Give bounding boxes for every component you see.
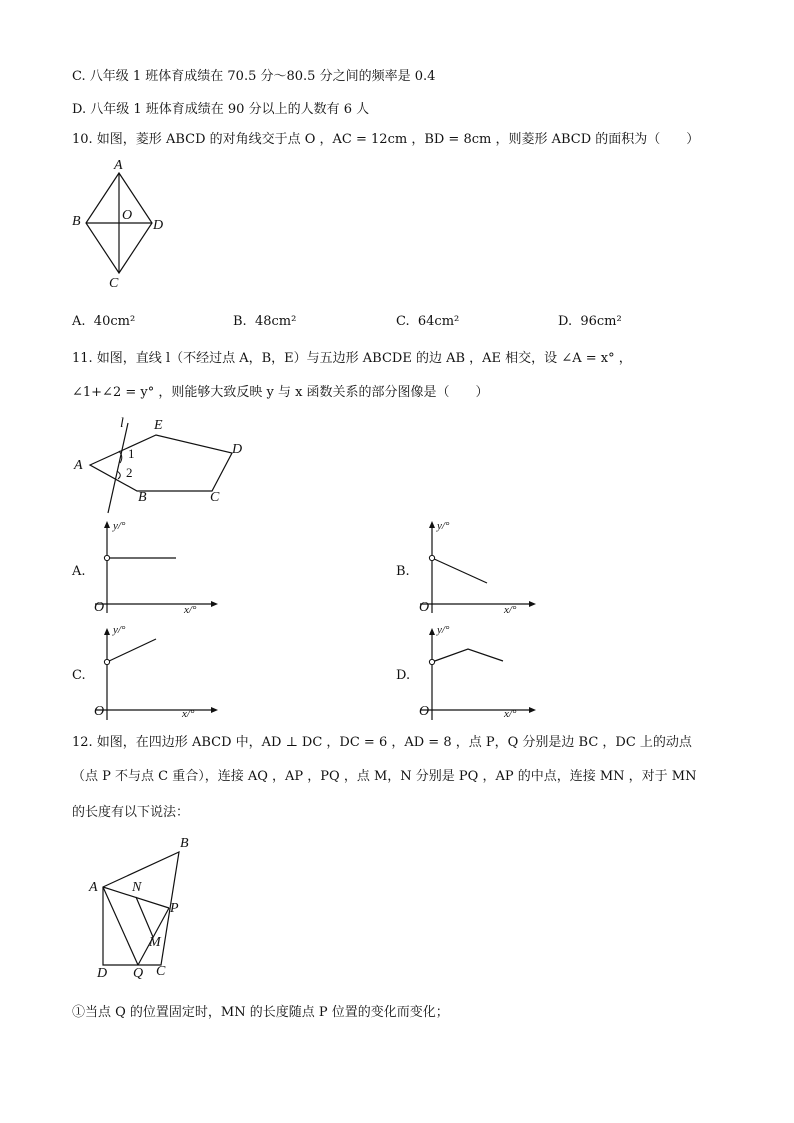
q10-option-a-letter: A.	[72, 314, 86, 329]
q12-stem-line2: （点 P 不与点 C 重合），连接 AQ ，AP ，PQ ，点 M，N 分别是 PQ ，AP 的中点，连接 MN ，对于 MN	[72, 769, 697, 784]
q11-pentagon-figure	[72, 415, 262, 515]
q11-graph-a-ylabel: y/°	[113, 520, 126, 532]
q10-option-d-value: 96cm²	[580, 314, 622, 329]
q11-graph-b-origin: O	[419, 600, 430, 615]
q9-option-c: C. 八年级 1 班体育成绩在 70.5 分～80.5 分之间的频率是 0.4	[72, 69, 436, 84]
q10-label-a: A	[114, 158, 123, 173]
q11-graph-b-letter: B.	[396, 564, 410, 579]
q11-label-e: E	[154, 418, 163, 433]
q10-option-a	[72, 313, 135, 331]
q10-label-o: O	[122, 208, 133, 223]
q11-label-d: D	[232, 442, 243, 457]
q10-option-a-value: 40cm²	[93, 314, 136, 329]
q12-label-c: C	[156, 964, 166, 979]
q10-label-d: D	[153, 218, 164, 233]
q12-statement-1: ①当点 Q 的位置固定时，MN 的长度随点 P 位置的变化而变化；	[72, 1005, 449, 1020]
q11-graph-b-ylabel: y/°	[437, 520, 450, 532]
q12-label-m: M	[149, 935, 161, 950]
q11-graph-a-letter: A.	[72, 564, 86, 579]
q11-graph-c	[90, 622, 220, 722]
q12-stem-line3: 的长度有以下说法：	[72, 805, 190, 820]
q10-option-b	[233, 313, 296, 331]
q11-graph-d-ylabel: y/°	[437, 624, 450, 636]
q11-graph-d-origin: O	[419, 704, 430, 719]
q10-option-c-letter: C.	[396, 314, 410, 329]
q11-graph-d-letter: D.	[396, 668, 411, 683]
q11-stem-line2: ∠1+∠2 = y° ，则能够大致反映 y 与 x 函数关系的部分图像是（ ）	[72, 385, 489, 400]
q12-quadrilateral-figure	[80, 835, 210, 985]
q11-graph-c-xlabel: x/°	[182, 708, 195, 720]
q11-graph-d	[415, 622, 545, 722]
q10-option-c	[396, 313, 459, 331]
q11-label-a: A	[74, 458, 83, 473]
q12-label-b: B	[180, 836, 189, 851]
q11-graph-b	[415, 518, 545, 618]
q12-label-n: N	[132, 880, 142, 895]
q11-graph-c-ylabel: y/°	[113, 624, 126, 636]
q10-option-d	[558, 313, 622, 331]
q10-option-b-value: 48cm²	[254, 314, 297, 329]
q9-option-d: D. 八年级 1 班体育成绩在 90 分以上的人数有 6 人	[72, 102, 370, 117]
q12-label-a: A	[89, 880, 98, 895]
q11-graph-c-origin: O	[94, 704, 105, 719]
q10-option-c-value: 64cm²	[417, 314, 460, 329]
q11-graph-a-xlabel: x/°	[184, 604, 197, 616]
q11-graph-d-xlabel: x/°	[504, 708, 517, 720]
q10-label-c: C	[109, 276, 119, 291]
q11-graph-a	[90, 518, 220, 618]
q12-label-q: Q	[133, 966, 144, 981]
q12-stem-line1: 12. 如图，在四边形 ABCD 中，AD ⊥ DC ，DC = 6 ，AD = 8 ，点 P，Q 分别是边 BC ，DC 上的动点	[72, 735, 692, 750]
q12-label-p: P	[170, 901, 179, 916]
q12-label-d: D	[97, 966, 108, 981]
q11-label-l: l	[120, 416, 124, 431]
q11-graph-c-letter: C.	[72, 668, 86, 683]
q11-graph-a-origin: O	[94, 600, 105, 615]
q10-option-d-letter: D.	[558, 314, 573, 329]
q11-label-2: 2	[126, 465, 133, 480]
q10-option-b-letter: B.	[233, 314, 247, 329]
q10-stem: 10. 如图，菱形 ABCD 的对角线交于点 O ，AC = 12cm ，BD = 8cm ，则菱形 ABCD 的面积为（ ）	[72, 132, 700, 147]
q11-label-1: 1	[128, 446, 135, 461]
q11-label-b: B	[138, 490, 147, 505]
q10-label-b: B	[72, 214, 81, 229]
q11-label-c: C	[210, 490, 220, 505]
q11-stem-line1: 11. 如图，直线 l（不经过点 A，B，E）与五边形 ABCDE 的边 AB ，AE 相交，设 ∠A = x° ，	[72, 351, 632, 366]
q11-graph-b-xlabel: x/°	[504, 604, 517, 616]
